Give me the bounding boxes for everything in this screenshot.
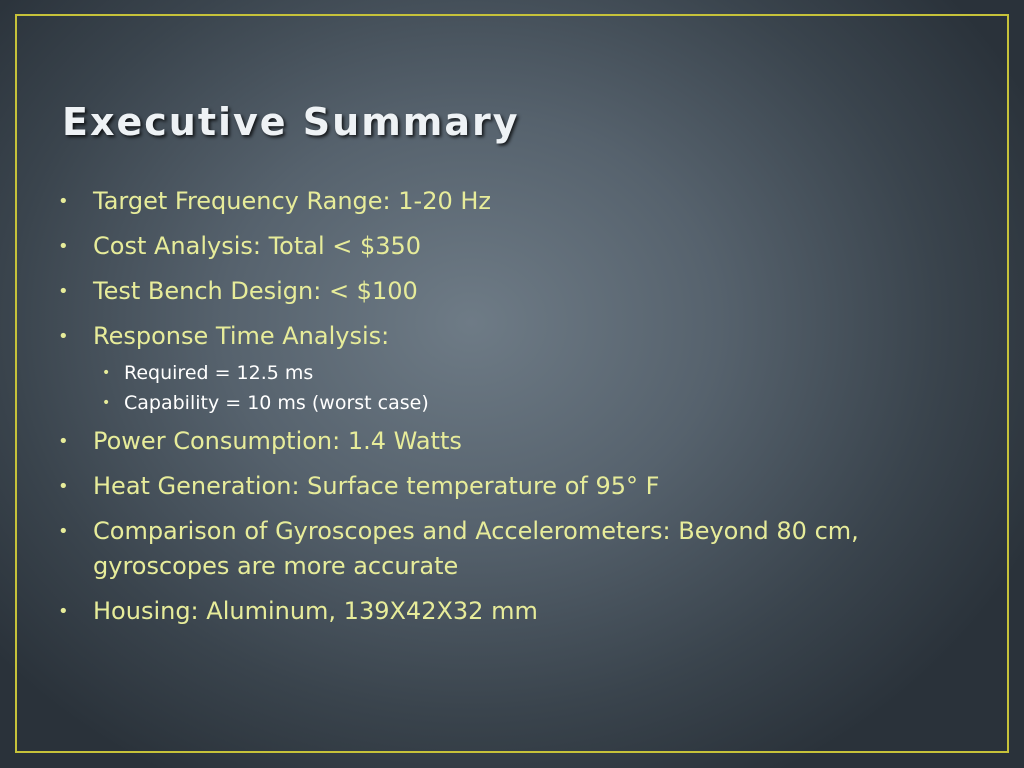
bullet-text: Response Time Analysis: bbox=[93, 322, 390, 350]
bullet-item bbox=[58, 594, 978, 629]
sub-bullet-text: Required = 12.5 ms bbox=[124, 362, 314, 384]
bullet-icon: • bbox=[58, 601, 69, 622]
sub-bullet-item bbox=[58, 388, 978, 418]
bullet-list bbox=[58, 184, 978, 639]
bullet-item bbox=[58, 274, 978, 309]
sub-bullet-item bbox=[58, 358, 978, 388]
sub-bullet-text: Capability = 10 ms (worst case) bbox=[124, 392, 429, 414]
slide-title: Executive Summary bbox=[62, 100, 520, 144]
bullet-icon: • bbox=[58, 326, 69, 347]
bullet-icon: • bbox=[58, 191, 69, 212]
bullet-item bbox=[58, 424, 978, 459]
bullet-text: Heat Generation: Surface temperature of 95° F bbox=[93, 472, 660, 500]
bullet-text: Power Consumption: 1.4 Watts bbox=[93, 427, 462, 455]
bullet-text: Housing: Aluminum, 139X42X32 mm bbox=[93, 597, 538, 625]
bullet-item bbox=[58, 229, 978, 264]
bullet-item bbox=[58, 514, 978, 584]
bullet-icon: • bbox=[58, 236, 69, 257]
bullet-icon: • bbox=[58, 431, 69, 452]
bullet-item bbox=[58, 319, 978, 354]
bullet-icon: • bbox=[58, 521, 69, 542]
sub-bullet-icon: • bbox=[102, 395, 111, 411]
bullet-icon: • bbox=[58, 281, 69, 302]
sub-bullet-icon: • bbox=[102, 365, 111, 381]
bullet-text: Target Frequency Range: 1-20 Hz bbox=[93, 187, 492, 215]
bullet-text: Test Bench Design: < $100 bbox=[93, 277, 418, 305]
bullet-item bbox=[58, 469, 978, 504]
bullet-text: Comparison of Gyroscopes and Accelerometers: Beyond 80 cm, gyroscopes are more accurate bbox=[93, 517, 859, 580]
bullet-text: Cost Analysis: Total < $350 bbox=[93, 232, 422, 260]
bullet-item bbox=[58, 184, 978, 219]
bullet-icon: • bbox=[58, 476, 69, 497]
